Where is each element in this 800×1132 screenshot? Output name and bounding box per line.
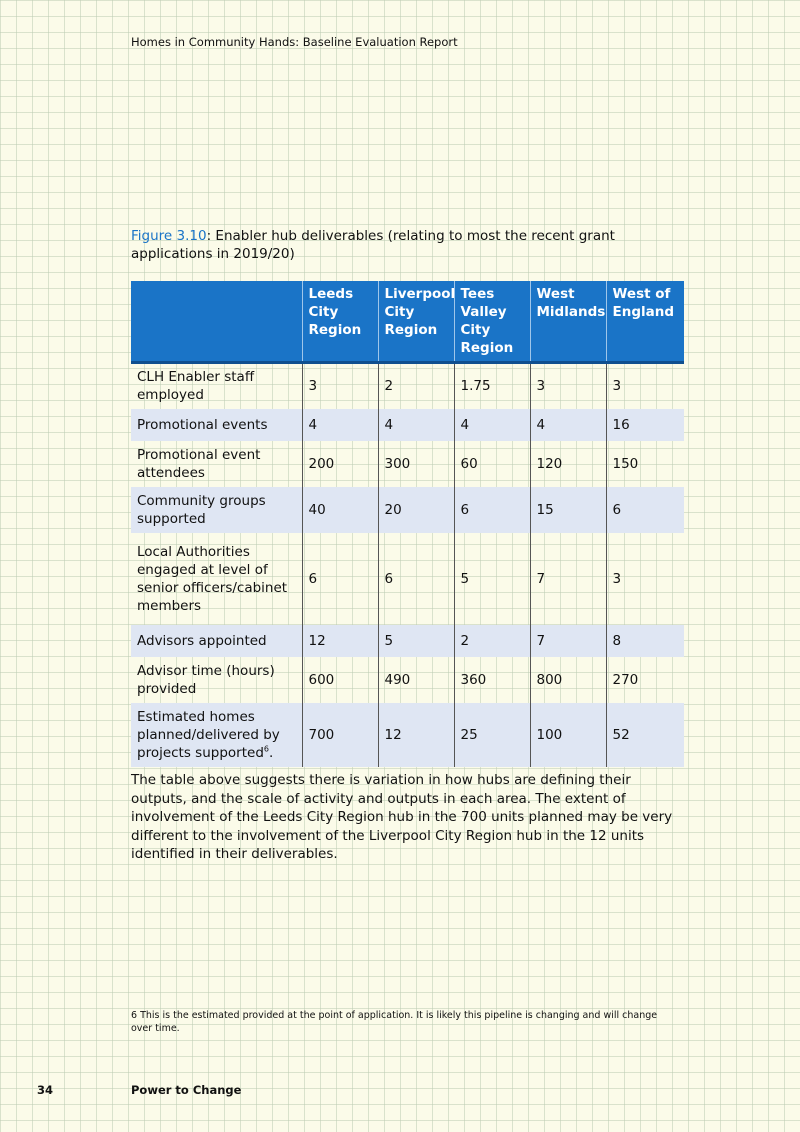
table-cell: 100	[530, 703, 606, 767]
row-label: Promotional events	[131, 409, 302, 441]
row-label	[131, 703, 302, 767]
table-cell: 4	[530, 409, 606, 441]
row-label-suffix: .	[268, 744, 274, 761]
table-cell: 300	[378, 441, 454, 487]
table-row	[131, 487, 684, 533]
table-row	[131, 363, 684, 409]
table-row	[131, 533, 684, 625]
footer-brand: Power to Change	[131, 1083, 242, 1097]
table-cell: 15	[530, 487, 606, 533]
table-cell: 360	[454, 657, 530, 703]
table-cell: 20	[378, 487, 454, 533]
table-cell: 490	[378, 657, 454, 703]
figure-caption-text: : Enabler hub deliverables (relating to most the recent grant applications in 2019/20)	[131, 228, 615, 262]
table-cell: 6	[378, 533, 454, 625]
footnote: 6 This is the estimated provided at the point of application. It is likely this pipeline is changing and will change over time.	[131, 1010, 658, 1034]
table-cell: 52	[606, 703, 684, 767]
body-paragraph: The table above suggests there is variation in how hubs are defining their outputs, and the scale of activity and outputs in each area. The extent of involvement of the Leeds City Region hub in the 700 units planned may be very different to the involvement of the Liverpool City Region hub in the 12 units identified in their deliverables.	[131, 772, 673, 862]
table-cell: 7	[530, 625, 606, 657]
column-header-leeds: Leeds City Region	[302, 281, 378, 363]
table-cell: 800	[530, 657, 606, 703]
table-cell: 2	[378, 363, 454, 409]
column-header-liverpool: Liverpool City Region	[378, 281, 454, 363]
column-header-west-midlands: West Midlands	[530, 281, 606, 363]
table-cell: 4	[378, 409, 454, 441]
table-row	[131, 657, 684, 703]
table-cell: 1.75	[454, 363, 530, 409]
table-cell: 12	[302, 625, 378, 657]
table-cell: 8	[606, 625, 684, 657]
table-cell: 700	[302, 703, 378, 767]
table-cell: 4	[302, 409, 378, 441]
column-header-blank	[131, 281, 302, 363]
table-cell: 16	[606, 409, 684, 441]
table-row	[131, 625, 684, 657]
row-label: Local Authorities engaged at level of senior officers/cabinet members	[137, 543, 288, 614]
figure-caption	[131, 227, 691, 263]
table-cell: 60	[454, 441, 530, 487]
table-cell: 3	[606, 363, 684, 409]
row-label: Community groups supported	[131, 487, 302, 533]
table-cell: 40	[302, 487, 378, 533]
row-label: Advisor time (hours) provided	[137, 662, 275, 697]
running-header: Homes in Community Hands: Baseline Evaluation Report	[131, 35, 458, 49]
table-row	[131, 441, 684, 487]
table-header-row	[131, 281, 684, 363]
table-cell: 600	[302, 657, 378, 703]
row-label: CLH Enabler staff employed	[137, 369, 255, 404]
table-cell: 12	[378, 703, 454, 767]
table-cell: 7	[530, 533, 606, 625]
table-cell: 2	[454, 625, 530, 657]
table-cell: 5	[454, 533, 530, 625]
table-cell: 4	[454, 409, 530, 441]
table-cell: 6	[454, 487, 530, 533]
footnote-ref: 6	[263, 744, 269, 753]
row-label: Advisors appointed	[131, 625, 302, 657]
deliverables-table	[131, 281, 684, 767]
table-cell: 3	[530, 363, 606, 409]
table-cell: 270	[606, 657, 684, 703]
page-number: 34	[37, 1083, 54, 1097]
column-header-tees-valley: Tees Valley City Region	[454, 281, 530, 363]
table-cell: 120	[530, 441, 606, 487]
table-cell: 6	[302, 533, 378, 625]
table-cell: 3	[302, 363, 378, 409]
table-cell: 6	[606, 487, 684, 533]
table-cell: 200	[302, 441, 378, 487]
table-cell: 3	[606, 533, 684, 625]
table-cell: 5	[378, 625, 454, 657]
row-label: Promotional event attendees	[137, 446, 261, 481]
row-label-text: Estimated homes planned/delivered by projects supported	[137, 708, 280, 761]
table-row	[131, 409, 684, 441]
table-cell: 150	[606, 441, 684, 487]
column-header-west-of-england: West of England	[606, 281, 684, 363]
table-row	[131, 703, 684, 767]
figure-label: Figure 3.10	[131, 228, 207, 244]
table-cell: 25	[454, 703, 530, 767]
